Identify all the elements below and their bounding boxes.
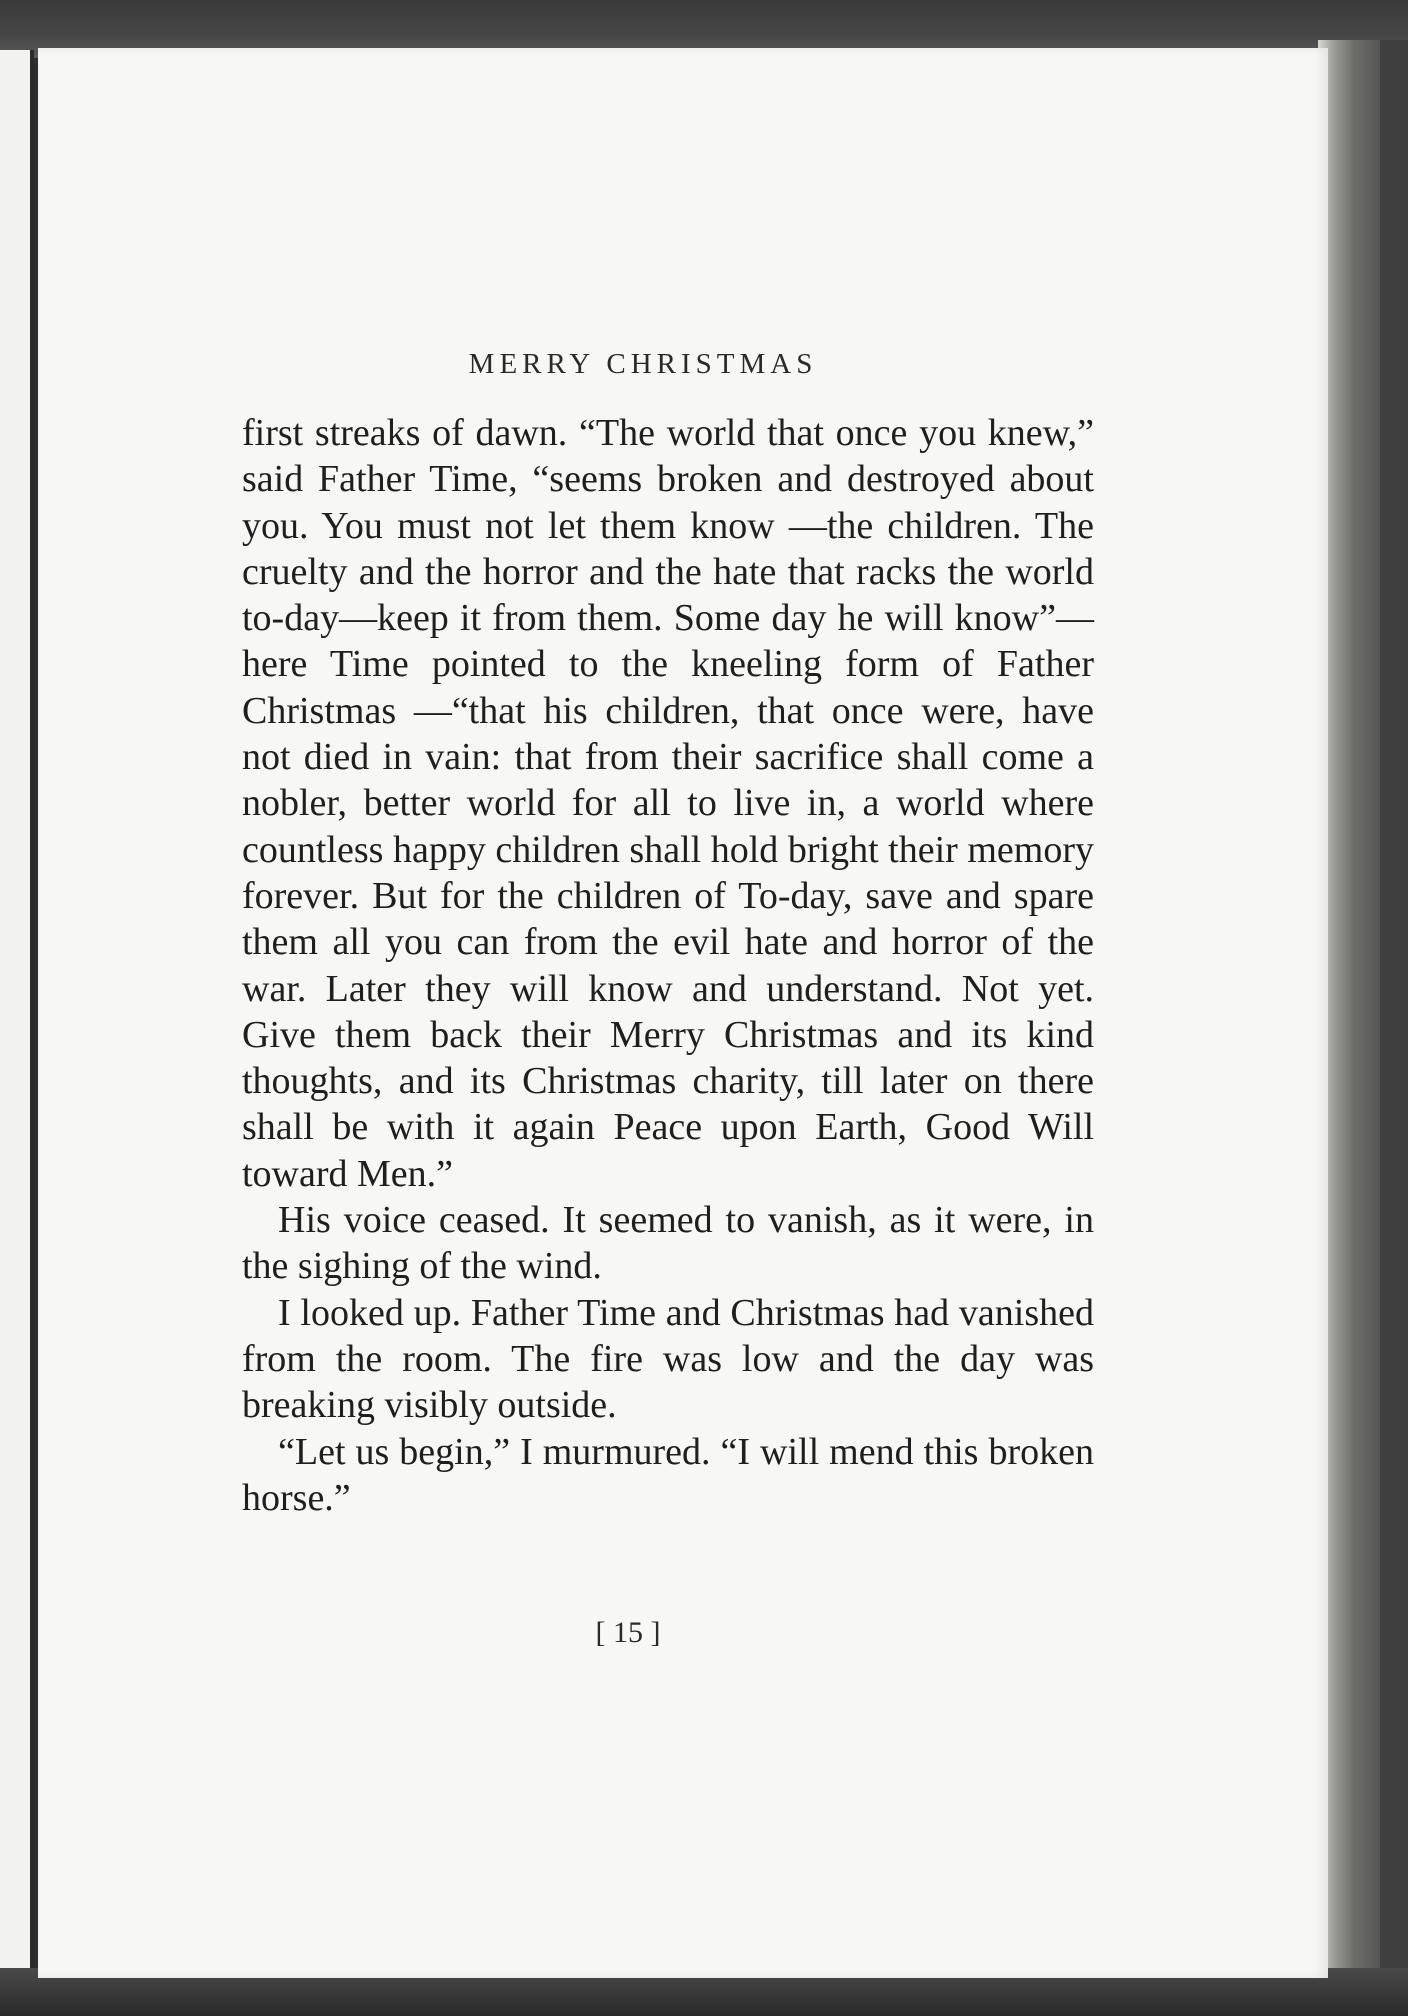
page-number: [ 15 ] bbox=[595, 1616, 661, 1649]
running-head: MERRY CHRISTMAS bbox=[468, 348, 818, 380]
paragraph: “Let us begin,” I murmured. “I will mend this broken horse.” bbox=[242, 1430, 1094, 1519]
book-edge bbox=[1318, 40, 1408, 1980]
book-page bbox=[38, 48, 1328, 1978]
paragraph: first streaks of dawn. “The world that once you knew,” said Father Time, “seems broken and destroyed about you. You must not let them know —the children. The cruelty and the horror and the hate that racks the world to-day—keep it from them. Some day he will know”—here Time pointed to the kneeling form of Father Christmas —“that his children, that once were, have not died in vain: that from their sacrifice shall come a nobler, better world for all to live in, a world where countless happy children shall hold bright their memory forever. But for the children of To-day, save and spare them all you can from the evil hate and horror of the war. Later they will know and understand. Not yet. Give them back their Merry Christmas and its kind thoughts, and its Christmas charity, till later on there shall be with it again Peace upon Earth, Good Will toward Men.” bbox=[242, 412, 1094, 1195]
paragraph: I looked up. Father Time and Christmas had vanished from the room. The fire was low and the day was breaking visibly outside. bbox=[242, 1291, 1094, 1427]
facing-page-edge bbox=[0, 50, 34, 1980]
paragraph: His voice ceased. It seemed to vanish, as it were, in the sighing of the wind. bbox=[242, 1199, 1094, 1288]
body-text bbox=[242, 410, 1094, 1521]
